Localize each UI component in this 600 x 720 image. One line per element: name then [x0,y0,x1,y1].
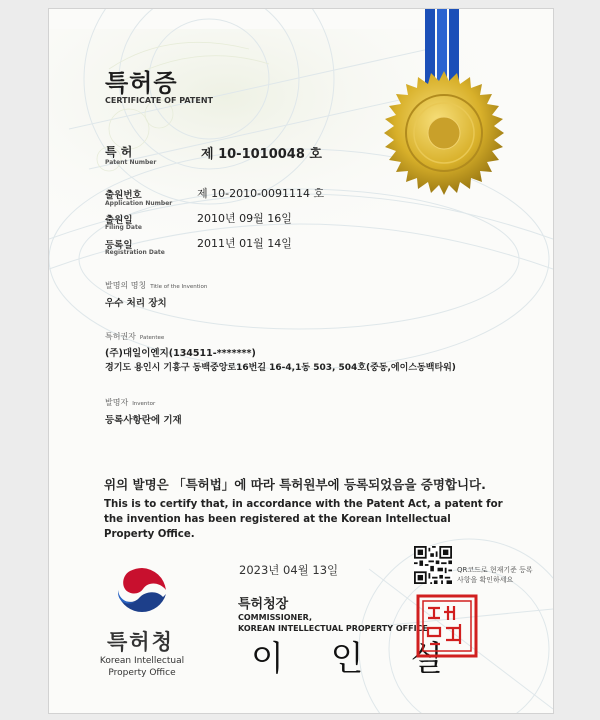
inventor-label: 발명자 Inventor [105,398,156,407]
invention-title-value: 우수 처리 장치 [105,298,167,309]
commissioner-title-ko: 특허청장 [238,597,289,612]
kipo-name-ko: 특허청 [107,630,174,654]
qr-code[interactable] [414,546,452,584]
application-number-value: 제 10-2010-0091114 호 [197,187,325,200]
patentee-name: (주)대일이엔지(134511-*******) [105,348,256,359]
invention-title-label: 발명의 명칭 Title of the Invention [105,281,208,290]
application-number-label: 출원번호 [105,190,142,201]
commissioner-signature: 이 인 실 [251,639,462,679]
patent-number-value: 제 10-1010048 호 [201,147,322,162]
certification-statement-ko: 위의 발명은 「특허법」에 따라 특허원부에 등록되었음을 증명합니다. [104,477,486,492]
patent-number-label: 특 허 [105,145,133,159]
commissioner-title-en-1: COMMISSIONER, [238,613,313,622]
patentee-label: 특허권자 Patentee [105,332,165,341]
patent-certificate [48,8,554,714]
filing-date-label: 출원일 [105,215,133,226]
registration-date-value: 2011년 01월 14일 [197,237,292,250]
application-number-label-en: Application Number [105,200,173,207]
patentee-address: 경기도 용인시 기흥구 동백중앙로16번길 16-4,1동 503, 504호(중동,에이스동백타워) [105,363,456,373]
gold-seal [382,71,506,195]
qr-note: QR코드로 현재기준 등록사항을 확인하세요 [457,566,533,584]
registration-date-label: 등록일 [105,240,133,251]
patent-number-label-en: Patent Number [105,159,157,166]
inventor-value: 등록사항란에 기재 [105,415,182,426]
registration-date-label-en: Registration Date [105,249,165,256]
kipo-name-en: Korean Intellectual Property Office [99,656,185,678]
kipo-logo [113,564,171,622]
red-official-seal [416,594,478,658]
certificate-title-en: CERTIFICATE OF PATENT [105,96,213,105]
commissioner-title-en-2: KOREAN INTELLECTUAL PROPERTY OFFICE [238,624,428,633]
filing-date-label-en: Filing Date [105,224,142,231]
issue-date: 2023년 04월 13일 [239,563,339,577]
certification-statement-en: This is to certify that, in accordance with the Patent Act, a patent for the invention has been registered at the Korean Intellectual Property Office. [104,499,503,540]
certificate-title: 특허증 [105,69,178,97]
filing-date-value: 2010년 09월 16일 [197,212,292,225]
